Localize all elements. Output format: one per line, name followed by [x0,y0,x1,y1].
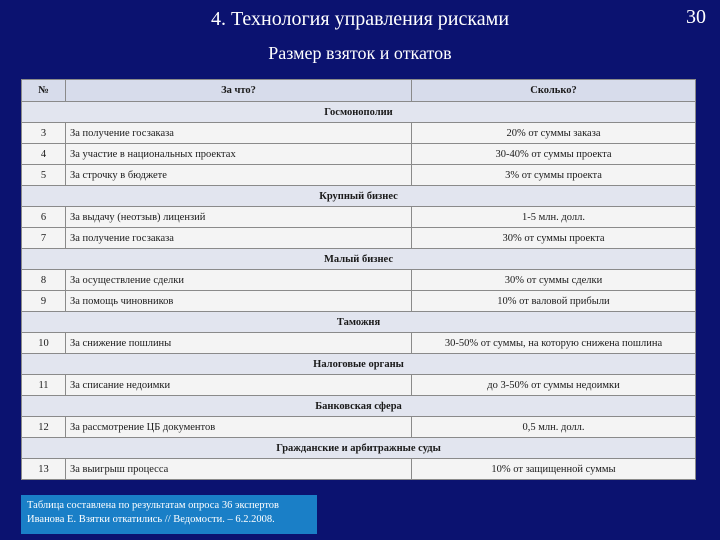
slide-title: 4. Технология управления рисками [210,8,510,30]
header-num: № [22,80,66,102]
row-how-much: 30-40% от суммы проекта [412,144,696,165]
row-how-much: 30-50% от суммы, на которую снижена пошлина [412,333,696,354]
section-label: Таможня [22,312,696,333]
row-what: За помощь чиновников [66,291,412,312]
row-number: 12 [22,417,66,438]
table-row [22,417,696,438]
table-row [22,270,696,291]
source-note-line-1: Таблица составлена по результатам опроса 36 экспертов [27,500,280,511]
bribes-table [21,79,696,480]
section-label: Малый бизнес [22,249,696,270]
section-row [22,312,696,333]
row-what: За выдачу (неотзыв) лицензий [66,207,412,228]
table-row [22,459,696,480]
row-what: За строчку в бюджете [66,165,412,186]
table-row [22,207,696,228]
row-how-much: 30% от суммы сделки [412,270,696,291]
row-what: За осуществление сделки [66,270,412,291]
row-how-much: 10% от валовой прибыли [412,291,696,312]
source-note-line-2: Иванова Е. Взятки откатились // Ведомости. – 6.2.2008. [27,514,275,525]
row-number: 9 [22,291,66,312]
row-how-much: 0,5 млн. долл. [412,417,696,438]
row-how-much: 1-5 млн. долл. [412,207,696,228]
header-how-much: Сколько? [412,80,696,102]
table-row [22,123,696,144]
table-body [22,102,696,480]
row-how-much: 30% от суммы проекта [412,228,696,249]
table-header-row [22,80,696,102]
table-row [22,291,696,312]
section-row [22,354,696,375]
slide-subtitle: Размер взяток и откатов [268,43,452,63]
section-row [22,396,696,417]
table-row [22,333,696,354]
row-number: 11 [22,375,66,396]
section-label: Банковская сфера [22,396,696,417]
row-number: 10 [22,333,66,354]
section-label: Крупный бизнес [22,186,696,207]
table-row [22,165,696,186]
row-number: 13 [22,459,66,480]
row-what: За участие в национальных проектах [66,144,412,165]
row-number: 4 [22,144,66,165]
section-row [22,438,696,459]
header-what: За что? [66,80,412,102]
section-label: Госмонополии [22,102,696,123]
section-row [22,186,696,207]
section-label: Налоговые органы [22,354,696,375]
row-what: За списание недоимки [66,375,412,396]
section-row [22,249,696,270]
section-row [22,102,696,123]
section-label: Гражданские и арбитражные суды [22,438,696,459]
table-row [22,228,696,249]
row-what: За снижение пошлины [66,333,412,354]
row-how-much: 10% от защищенной суммы [412,459,696,480]
row-number: 6 [22,207,66,228]
page-number: 30 [686,6,706,28]
row-what: За выигрыш процесса [66,459,412,480]
row-number: 7 [22,228,66,249]
row-what: За получение госзаказа [66,123,412,144]
row-how-much: 20% от суммы заказа [412,123,696,144]
source-note [21,495,317,534]
table-row [22,375,696,396]
row-how-much: 3% от суммы проекта [412,165,696,186]
row-number: 8 [22,270,66,291]
row-what: За получение госзаказа [66,228,412,249]
row-number: 3 [22,123,66,144]
row-what: За рассмотрение ЦБ документов [66,417,412,438]
row-how-much: до 3-50% от суммы недоимки [412,375,696,396]
table-row [22,144,696,165]
row-number: 5 [22,165,66,186]
